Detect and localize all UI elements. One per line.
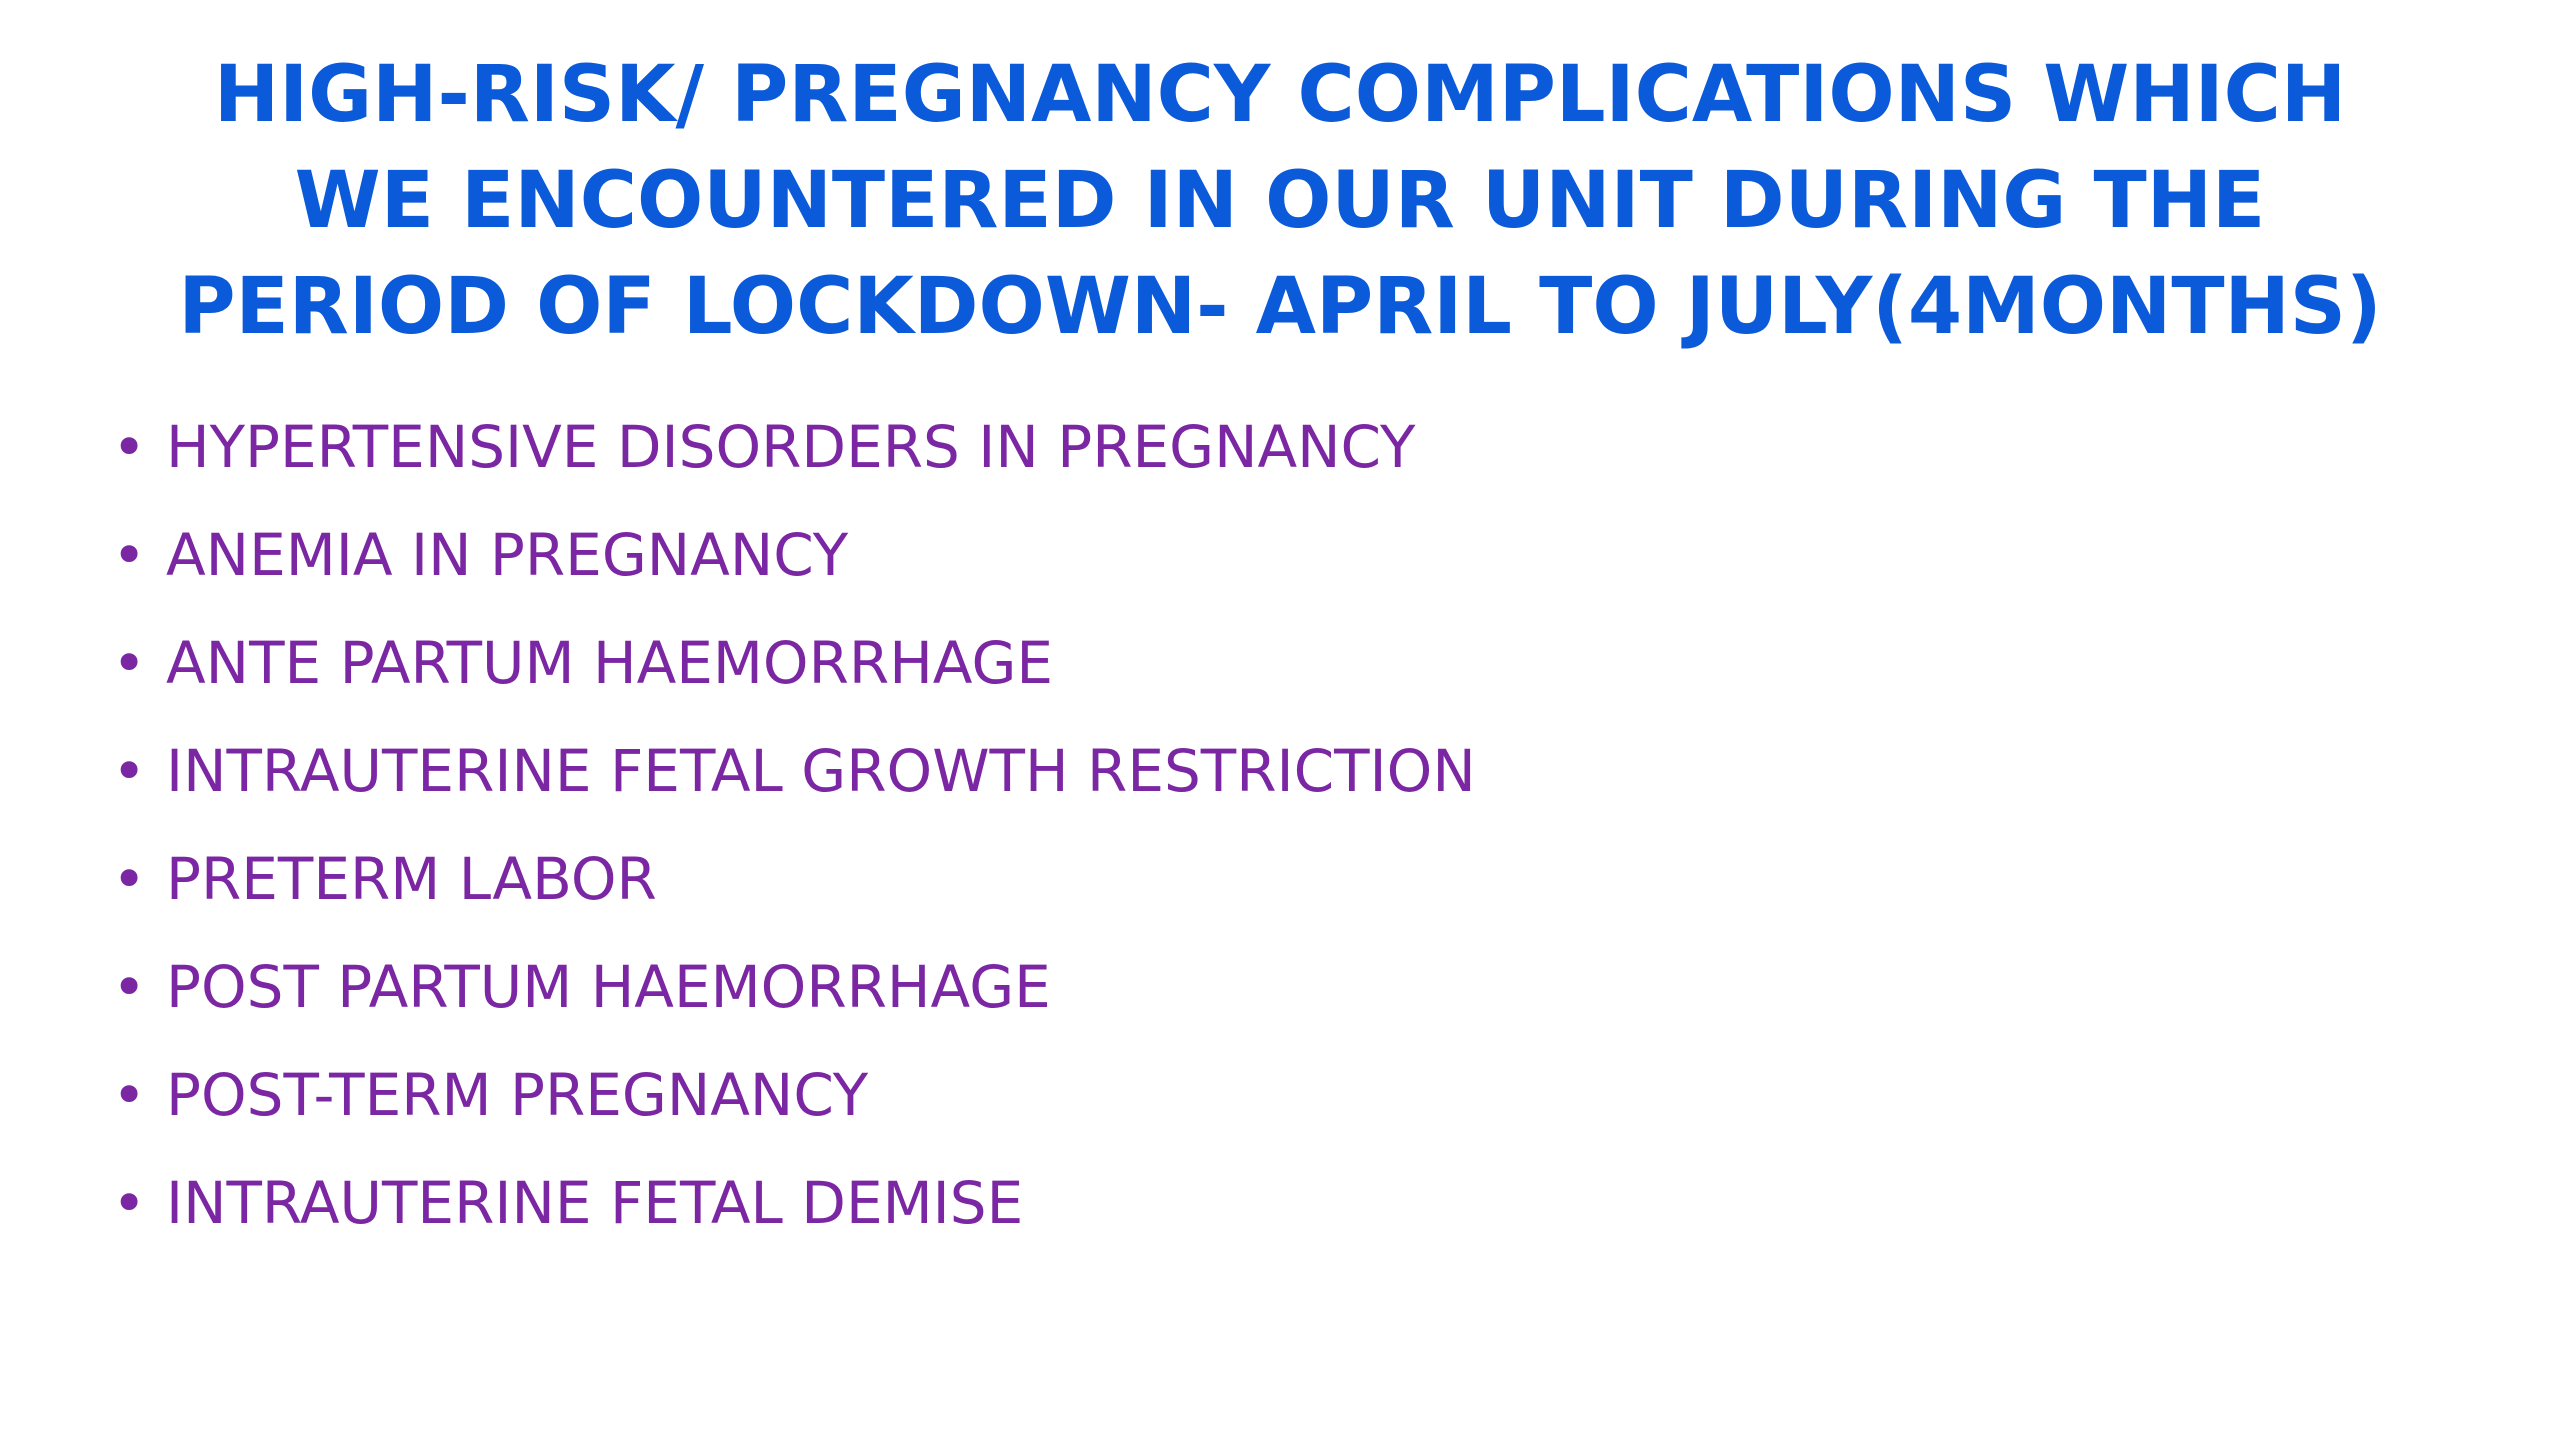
bullet-icon: •	[112, 953, 147, 1021]
list-item-text: POST-TERM PREGNANCY	[166, 1061, 869, 1129]
bullet-icon: •	[112, 737, 147, 805]
list-item-text: POST PARTUM HAEMORRHAGE	[166, 953, 1051, 1021]
list-item	[112, 942, 1476, 1050]
bullet-icon: •	[112, 629, 147, 697]
list-item	[112, 618, 1476, 726]
list-item-text: INTRAUTERINE FETAL GROWTH RESTRICTION	[166, 737, 1476, 805]
title-line-3: PERIOD OF LOCKDOWN- APRIL TO JULY(4MONTHS)	[178, 262, 2382, 352]
title-line-1: HIGH-RISK/ PREGNANCY COMPLICATIONS WHICH	[213, 50, 2347, 140]
list-item-text: ANTE PARTUM HAEMORRHAGE	[166, 629, 1054, 697]
bullet-icon: •	[112, 413, 147, 481]
list-item-text: HYPERTENSIVE DISORDERS IN PREGNANCY	[166, 413, 1416, 481]
list-item-text: ANEMIA IN PREGNANCY	[166, 521, 849, 589]
list-item	[112, 1050, 1476, 1158]
list-item-text: PRETERM LABOR	[166, 845, 657, 913]
list-item	[112, 834, 1476, 942]
list-item	[112, 1158, 1476, 1266]
bullet-icon: •	[112, 1169, 147, 1237]
list-item	[112, 510, 1476, 618]
title-line-2: WE ENCOUNTERED IN OUR UNIT DURING THE	[294, 156, 2266, 246]
list-item-text: INTRAUTERINE FETAL DEMISE	[166, 1169, 1024, 1237]
complications-list	[112, 402, 1476, 1266]
list-item	[112, 402, 1476, 510]
list-item	[112, 726, 1476, 834]
bullet-icon: •	[112, 845, 147, 913]
bullet-icon: •	[112, 1061, 147, 1129]
bullet-icon: •	[112, 521, 147, 589]
slide-title	[0, 42, 2560, 360]
